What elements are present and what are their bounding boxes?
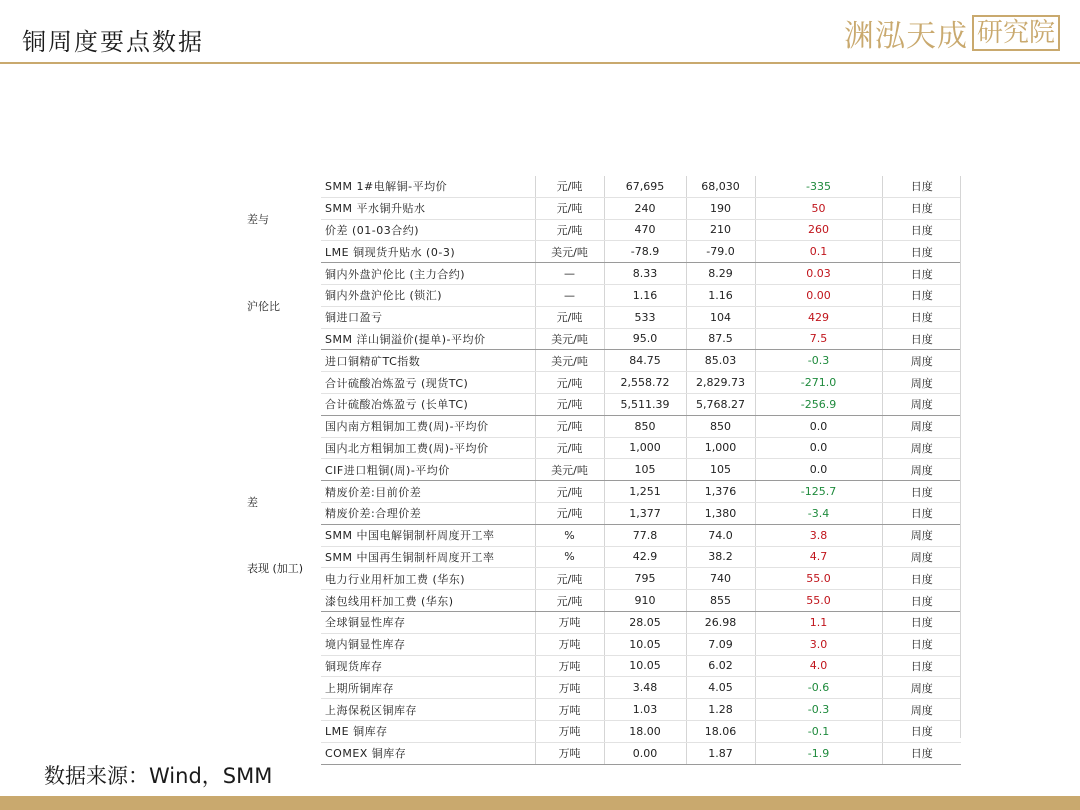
frequency-cell: 日度 — [882, 590, 961, 612]
previous-value-cell: 8.29 — [686, 263, 755, 285]
change-cell: -0.6 — [755, 677, 882, 699]
previous-value-cell: 740 — [686, 568, 755, 590]
frequency-cell: 日度 — [882, 284, 961, 306]
unit-cell: 元/吨 — [535, 372, 604, 394]
unit-cell: 元/吨 — [535, 219, 604, 241]
table-row — [245, 197, 961, 219]
frequency-cell: 日度 — [882, 241, 961, 263]
change-cell: -0.3 — [755, 699, 882, 721]
unit-cell: 元/吨 — [535, 502, 604, 524]
unit-cell: 元/吨 — [535, 568, 604, 590]
category-cell — [245, 415, 321, 480]
unit-cell: 万吨 — [535, 699, 604, 721]
table-row — [245, 633, 961, 655]
row-name-cell: 合计硫酸冶炼盈亏 (现货TC) — [321, 372, 535, 394]
change-cell: 50 — [755, 197, 882, 219]
current-value-cell: 95.0 — [604, 328, 686, 350]
previous-value-cell: 105 — [686, 459, 755, 481]
table-row — [245, 219, 961, 241]
previous-value-cell: 68,030 — [686, 176, 755, 197]
current-value-cell: 84.75 — [604, 350, 686, 372]
previous-value-cell: -79.0 — [686, 241, 755, 263]
table-row — [245, 742, 961, 764]
unit-cell: 万吨 — [535, 677, 604, 699]
unit-cell: 元/吨 — [535, 590, 604, 612]
header-divider — [0, 62, 1080, 64]
row-name-cell: 进口铜精矿TC指数 — [321, 350, 535, 372]
current-value-cell: 5,511.39 — [604, 393, 686, 415]
table-row — [245, 590, 961, 612]
frequency-cell: 日度 — [882, 481, 961, 503]
unit-cell: 美元/吨 — [535, 350, 604, 372]
row-name-cell: 铜内外盘沪伦比 (主力合约) — [321, 263, 535, 285]
row-name-cell: 漆包线用杆加工费 (华东) — [321, 590, 535, 612]
frequency-cell: 日度 — [882, 611, 961, 633]
previous-value-cell: 1.28 — [686, 699, 755, 721]
table-row — [245, 699, 961, 721]
unit-cell: 美元/吨 — [535, 241, 604, 263]
table-row — [245, 481, 961, 503]
table-row — [245, 677, 961, 699]
row-name-cell: 精废价差:目前价差 — [321, 481, 535, 503]
previous-value-cell: 85.03 — [686, 350, 755, 372]
row-name-cell: 铜现货库存 — [321, 655, 535, 677]
table-row — [245, 502, 961, 524]
previous-value-cell: 6.02 — [686, 655, 755, 677]
frequency-cell: 日度 — [882, 742, 961, 764]
unit-cell: 美元/吨 — [535, 459, 604, 481]
previous-value-cell: 1.16 — [686, 284, 755, 306]
current-value-cell: 67,695 — [604, 176, 686, 197]
table-row — [245, 459, 961, 481]
row-name-cell: 合计硫酸冶炼盈亏 (长单TC) — [321, 393, 535, 415]
unit-cell: 元/吨 — [535, 176, 604, 197]
current-value-cell: 77.8 — [604, 524, 686, 546]
row-name-cell: SMM 洋山铜溢价(提单)-平均价 — [321, 328, 535, 350]
table-row — [245, 284, 961, 306]
frequency-cell: 周度 — [882, 393, 961, 415]
category-cell — [245, 611, 321, 764]
frequency-cell: 日度 — [882, 197, 961, 219]
row-name-cell: SMM 平水铜升贴水 — [321, 197, 535, 219]
change-cell: -3.4 — [755, 502, 882, 524]
row-name-cell: 国内北方粗铜加工费(周)-平均价 — [321, 437, 535, 459]
brand-logo — [844, 14, 1060, 52]
previous-value-cell: 1,000 — [686, 437, 755, 459]
table-row — [245, 655, 961, 677]
current-value-cell: 1,377 — [604, 502, 686, 524]
previous-value-cell: 87.5 — [686, 328, 755, 350]
previous-value-cell: 2,829.73 — [686, 372, 755, 394]
change-cell: 3.0 — [755, 633, 882, 655]
change-cell: 0.03 — [755, 263, 882, 285]
frequency-cell: 日度 — [882, 328, 961, 350]
table-row — [245, 393, 961, 415]
change-cell: 0.0 — [755, 415, 882, 437]
frequency-cell: 日度 — [882, 655, 961, 677]
previous-value-cell: 1.87 — [686, 742, 755, 764]
unit-cell: 元/吨 — [535, 306, 604, 328]
current-value-cell: 105 — [604, 459, 686, 481]
previous-value-cell: 1,376 — [686, 481, 755, 503]
current-value-cell: 28.05 — [604, 611, 686, 633]
change-cell: 0.0 — [755, 459, 882, 481]
change-cell: 1.1 — [755, 611, 882, 633]
frequency-cell: 日度 — [882, 263, 961, 285]
row-name-cell: 上海保税区铜库存 — [321, 699, 535, 721]
table-row — [245, 546, 961, 568]
row-name-cell: 全球铜显性库存 — [321, 611, 535, 633]
unit-cell: 万吨 — [535, 633, 604, 655]
row-name-cell: COMEX 铜库存 — [321, 742, 535, 764]
current-value-cell: 240 — [604, 197, 686, 219]
table-row — [245, 263, 961, 285]
previous-value-cell: 38.2 — [686, 546, 755, 568]
current-value-cell: 1.16 — [604, 284, 686, 306]
current-value-cell: 10.05 — [604, 655, 686, 677]
table-row — [245, 350, 961, 372]
change-cell: -256.9 — [755, 393, 882, 415]
row-name-cell: 价差 (01-03合约) — [321, 219, 535, 241]
change-cell: -335 — [755, 176, 882, 197]
unit-cell: 元/吨 — [535, 481, 604, 503]
change-cell: -0.3 — [755, 350, 882, 372]
row-name-cell: SMM 中国电解铜制杆周度开工率 — [321, 524, 535, 546]
previous-value-cell: 210 — [686, 219, 755, 241]
current-value-cell: 1.03 — [604, 699, 686, 721]
table-row — [245, 720, 961, 742]
change-cell: 260 — [755, 219, 882, 241]
table-row — [245, 524, 961, 546]
previous-value-cell: 190 — [686, 197, 755, 219]
frequency-cell: 日度 — [882, 568, 961, 590]
table-right-rule — [960, 176, 961, 738]
unit-cell: 元/吨 — [535, 393, 604, 415]
copper-weekly-table-wrap — [245, 176, 961, 765]
change-cell: -1.9 — [755, 742, 882, 764]
frequency-cell: 周度 — [882, 437, 961, 459]
row-name-cell: SMM 中国再生铜制杆周度开工率 — [321, 546, 535, 568]
category-cell: 沪伦比 — [247, 300, 280, 314]
unit-cell: — — [535, 263, 604, 285]
frequency-cell: 周度 — [882, 677, 961, 699]
unit-cell: 万吨 — [535, 655, 604, 677]
data-source-note: 数据来源：Wind，SMM — [44, 764, 273, 788]
unit-cell: 万吨 — [535, 742, 604, 764]
unit-cell: — — [535, 284, 604, 306]
table-row — [245, 328, 961, 350]
current-value-cell: 10.05 — [604, 633, 686, 655]
current-value-cell: 910 — [604, 590, 686, 612]
frequency-cell: 日度 — [882, 219, 961, 241]
previous-value-cell: 7.09 — [686, 633, 755, 655]
current-value-cell: 470 — [604, 219, 686, 241]
previous-value-cell: 18.06 — [686, 720, 755, 742]
current-value-cell: -78.9 — [604, 241, 686, 263]
category-cell: 表现 (加工) — [247, 561, 304, 575]
table-row — [245, 437, 961, 459]
frequency-cell: 周度 — [882, 350, 961, 372]
category-cell: 差与 — [247, 213, 269, 227]
row-name-cell: 电力行业用杆加工费 (华东) — [321, 568, 535, 590]
previous-value-cell: 26.98 — [686, 611, 755, 633]
frequency-cell: 周度 — [882, 459, 961, 481]
previous-value-cell: 850 — [686, 415, 755, 437]
table-row — [245, 568, 961, 590]
previous-value-cell: 104 — [686, 306, 755, 328]
unit-cell: % — [535, 524, 604, 546]
previous-value-cell: 855 — [686, 590, 755, 612]
change-cell: 429 — [755, 306, 882, 328]
previous-value-cell: 5,768.27 — [686, 393, 755, 415]
current-value-cell: 3.48 — [604, 677, 686, 699]
page-title: 铜周度要点数据 — [22, 28, 204, 56]
current-value-cell: 2,558.72 — [604, 372, 686, 394]
row-name-cell: 国内南方粗铜加工费(周)-平均价 — [321, 415, 535, 437]
current-value-cell: 18.00 — [604, 720, 686, 742]
current-value-cell: 0.00 — [604, 742, 686, 764]
row-name-cell: LME 铜库存 — [321, 720, 535, 742]
current-value-cell: 1,251 — [604, 481, 686, 503]
change-cell: -271.0 — [755, 372, 882, 394]
row-name-cell: 上期所铜库存 — [321, 677, 535, 699]
table-row — [245, 415, 961, 437]
row-name-cell: 精废价差:合理价差 — [321, 502, 535, 524]
frequency-cell: 日度 — [882, 502, 961, 524]
row-name-cell: 铜内外盘沪伦比 (锁汇) — [321, 284, 535, 306]
previous-value-cell: 1,380 — [686, 502, 755, 524]
table-row — [245, 176, 961, 197]
change-cell: 3.8 — [755, 524, 882, 546]
frequency-cell: 周度 — [882, 524, 961, 546]
frequency-cell: 日度 — [882, 176, 961, 197]
frequency-cell: 周度 — [882, 546, 961, 568]
unit-cell: % — [535, 546, 604, 568]
current-value-cell: 850 — [604, 415, 686, 437]
current-value-cell: 1,000 — [604, 437, 686, 459]
row-name-cell: CIF进口粗铜(周)-平均价 — [321, 459, 535, 481]
current-value-cell: 8.33 — [604, 263, 686, 285]
previous-value-cell: 4.05 — [686, 677, 755, 699]
frequency-cell: 日度 — [882, 633, 961, 655]
change-cell: 55.0 — [755, 568, 882, 590]
table-row — [245, 372, 961, 394]
logo-text: 渊泓天成 — [844, 19, 968, 54]
change-cell: -125.7 — [755, 481, 882, 503]
row-name-cell: SMM 1#电解铜-平均价 — [321, 176, 535, 197]
unit-cell: 元/吨 — [535, 197, 604, 219]
change-cell: 7.5 — [755, 328, 882, 350]
row-name-cell: 铜进口盈亏 — [321, 306, 535, 328]
frequency-cell: 周度 — [882, 415, 961, 437]
table-row — [245, 306, 961, 328]
change-cell: 4.7 — [755, 546, 882, 568]
category-cell — [245, 350, 321, 415]
unit-cell: 万吨 — [535, 611, 604, 633]
current-value-cell: 795 — [604, 568, 686, 590]
change-cell: 0.0 — [755, 437, 882, 459]
change-cell: 0.1 — [755, 241, 882, 263]
logo-box: 研究院 — [972, 15, 1060, 51]
frequency-cell: 日度 — [882, 306, 961, 328]
unit-cell: 元/吨 — [535, 437, 604, 459]
current-value-cell: 533 — [604, 306, 686, 328]
current-value-cell: 42.9 — [604, 546, 686, 568]
row-name-cell: 境内铜显性库存 — [321, 633, 535, 655]
footer-bar — [0, 796, 1080, 810]
change-cell: 0.00 — [755, 284, 882, 306]
unit-cell: 美元/吨 — [535, 328, 604, 350]
frequency-cell: 周度 — [882, 699, 961, 721]
frequency-cell: 日度 — [882, 720, 961, 742]
table-body — [245, 176, 961, 764]
row-name-cell: LME 铜现货升贴水 (0-3) — [321, 241, 535, 263]
unit-cell: 元/吨 — [535, 415, 604, 437]
copper-weekly-table — [245, 176, 961, 765]
unit-cell: 万吨 — [535, 720, 604, 742]
change-cell: 4.0 — [755, 655, 882, 677]
previous-value-cell: 74.0 — [686, 524, 755, 546]
frequency-cell: 周度 — [882, 372, 961, 394]
category-cell: 差 — [247, 496, 258, 510]
table-row — [245, 241, 961, 263]
change-cell: 55.0 — [755, 590, 882, 612]
change-cell: -0.1 — [755, 720, 882, 742]
table-row — [245, 611, 961, 633]
